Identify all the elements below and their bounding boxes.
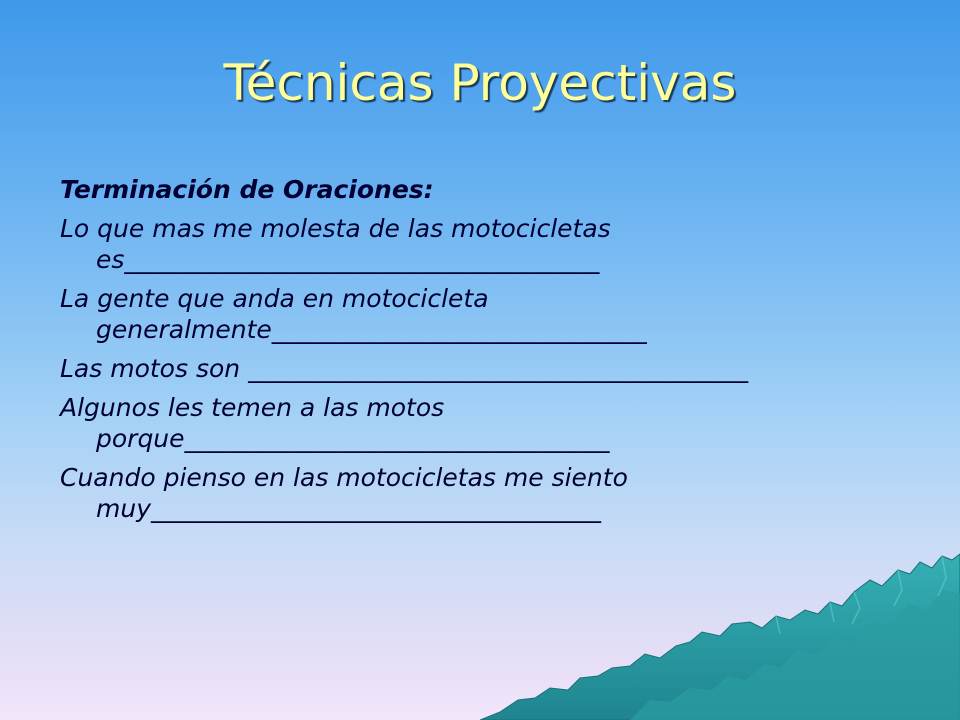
sentence-stem: Las motos son — [60, 354, 249, 383]
sentence-item — [60, 392, 900, 454]
sentence-stem: La gente que anda en motocicleta generalmente — [60, 284, 489, 344]
sentence-stem: Lo que mas me molesta de las motocicletas es — [60, 214, 611, 274]
mountains-icon — [480, 550, 960, 720]
sentence-item — [60, 283, 900, 345]
sentence-stem: Algunos les temen a las motos porque — [60, 393, 445, 453]
sentence-item — [60, 462, 900, 524]
slide-title: Técnicas Proyectivas — [223, 54, 737, 112]
answer-blank: ______________________________ — [271, 315, 647, 344]
sentence-item — [60, 353, 900, 384]
slide-body — [60, 174, 900, 532]
answer-blank: ____________________________________ — [151, 494, 601, 523]
section-heading: Terminación de Oraciones: — [60, 175, 434, 204]
answer-blank: ______________________________________ — [124, 245, 600, 274]
answer-blank: __________________________________ — [184, 424, 610, 453]
answer-blank: ________________________________________ — [248, 354, 749, 383]
sentence-item — [60, 213, 900, 275]
sentence-stem: Cuando pienso en las motocicletas me siento muy — [60, 463, 628, 523]
